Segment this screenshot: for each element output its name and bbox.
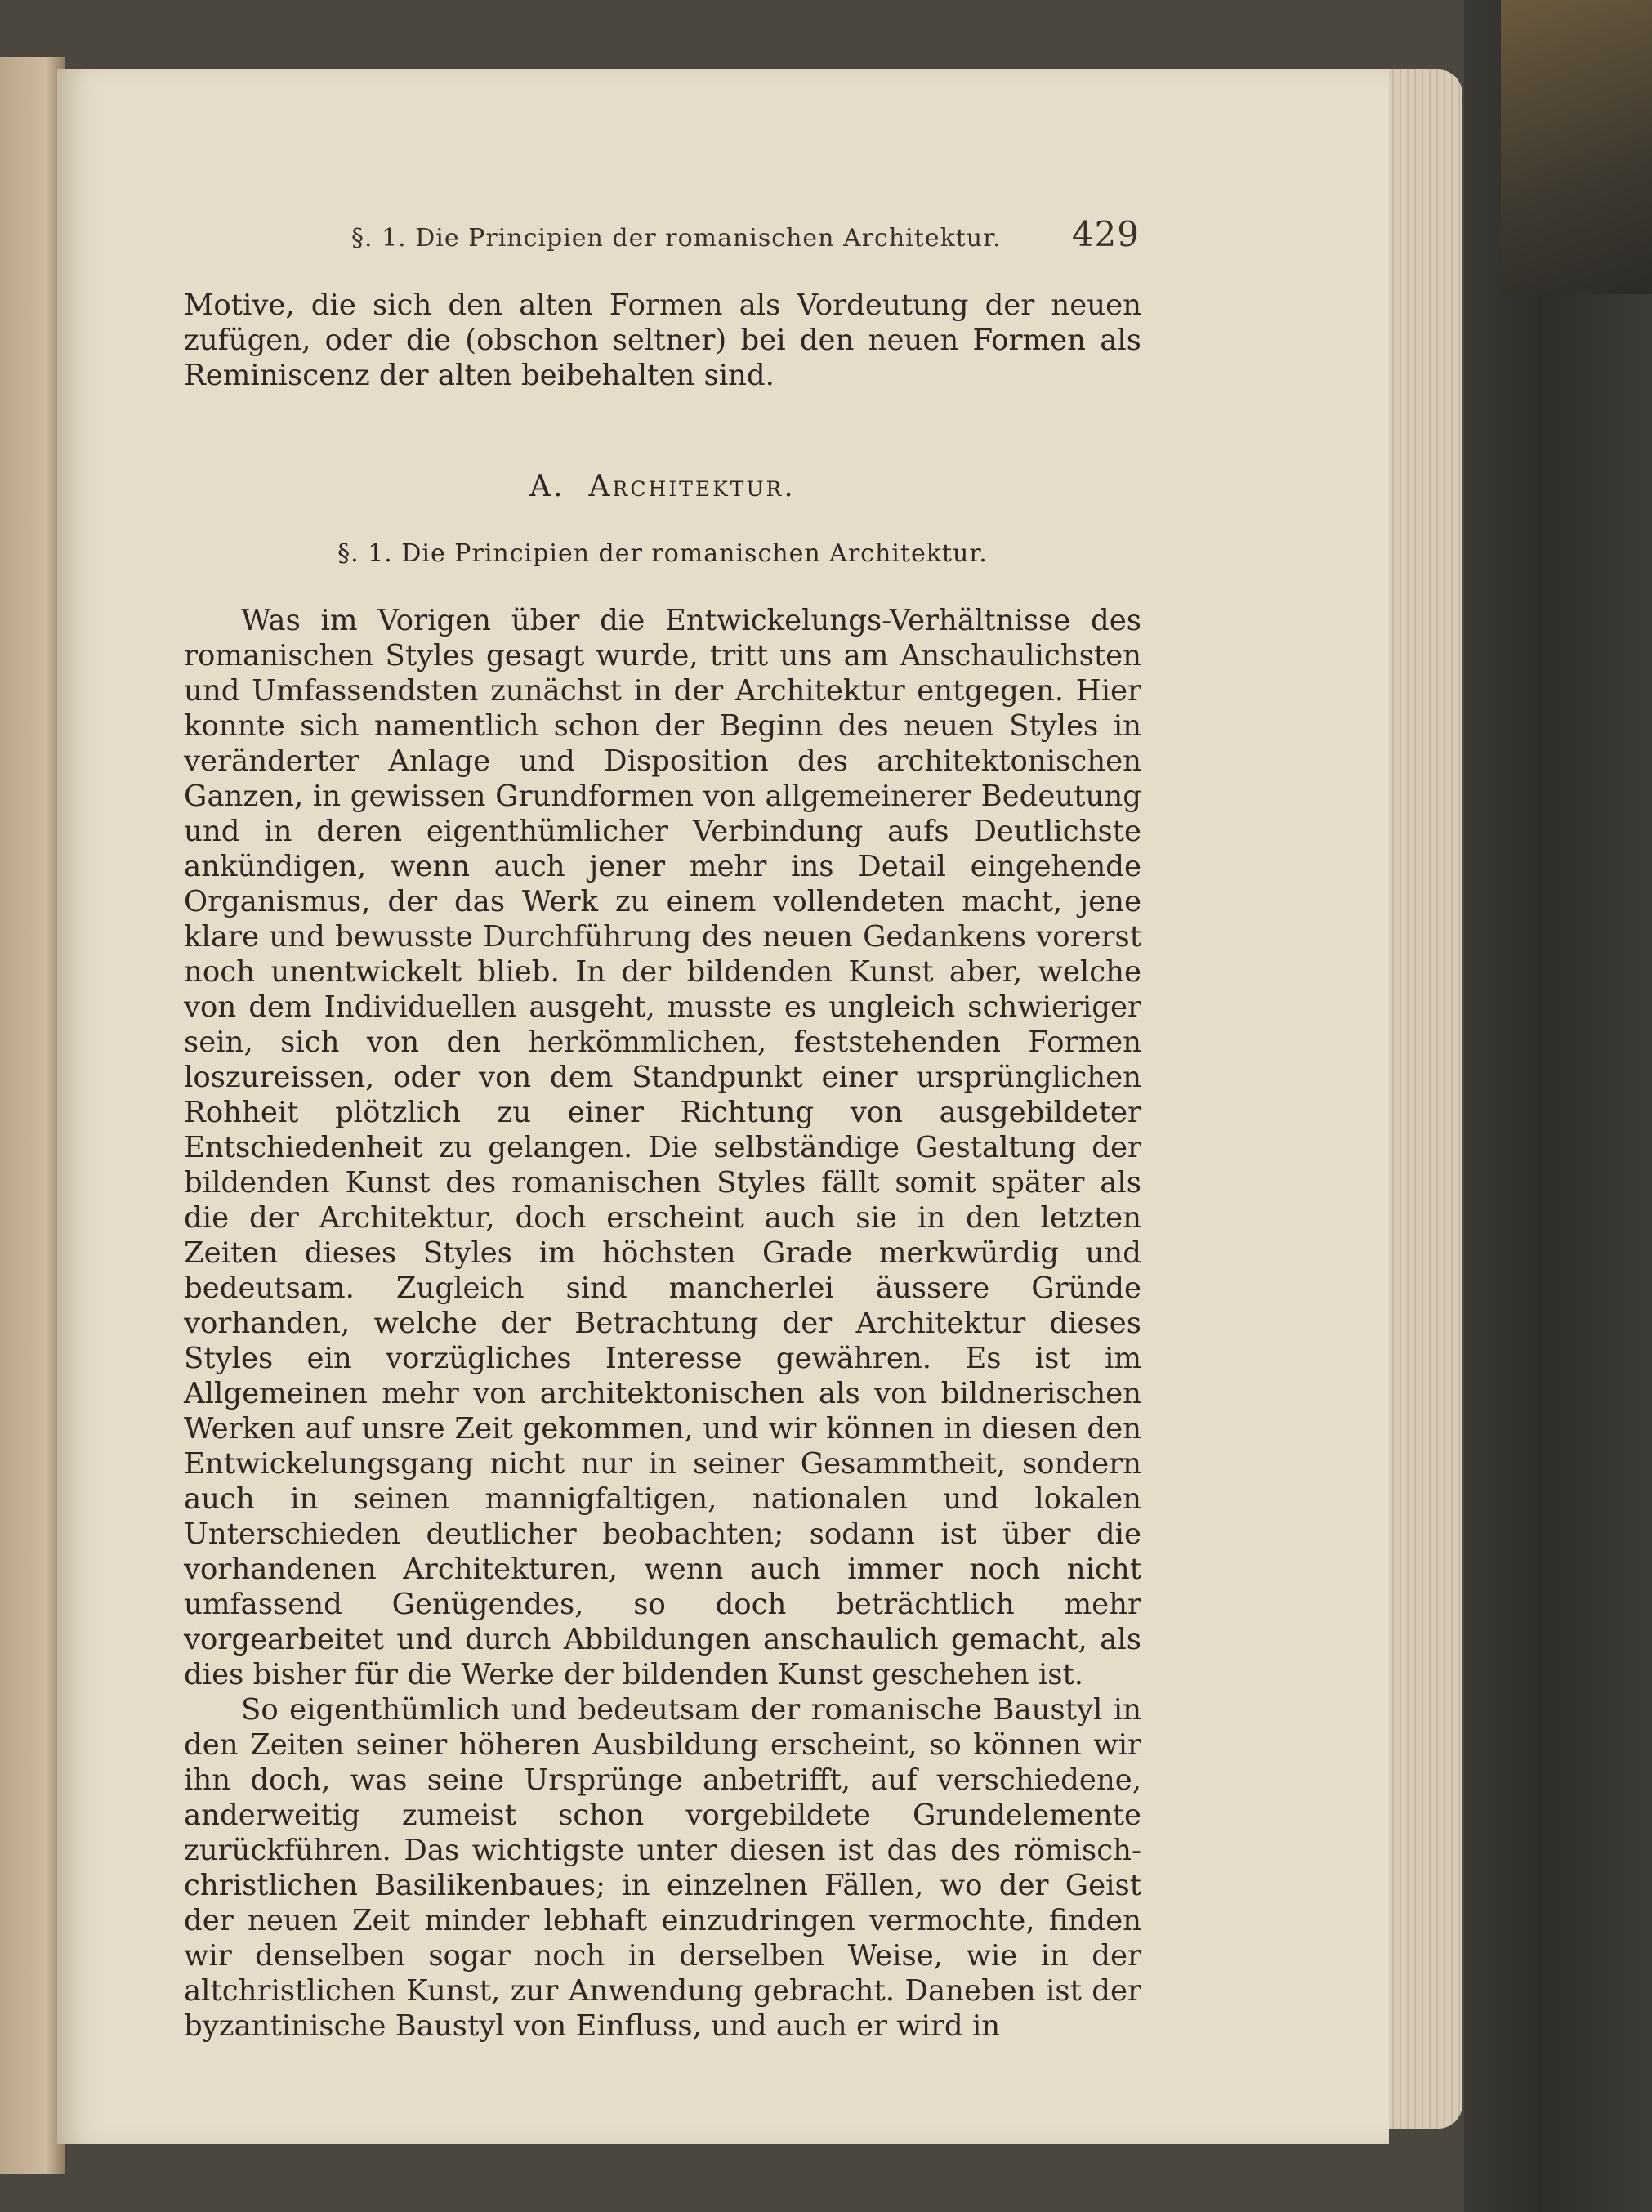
running-head bbox=[351, 214, 1140, 263]
running-head-title: §. 1. Die Principien der romanischen Architektur. bbox=[351, 224, 1002, 252]
body-text bbox=[184, 603, 1141, 2044]
section-title: Architektur. bbox=[588, 470, 796, 503]
book-spine-corner bbox=[1501, 0, 1652, 294]
book-cover bbox=[1464, 0, 1652, 2212]
paragraph-2: So eigenthümlich und bedeutsam der romanische Baustyl in den Zeiten seiner höheren Ausbildung erscheint, so können wir ihn doch, was seine Ursprünge anbetrifft, auf verschiedene, anderweitig zumeist schon vorgebildete Grundelemente zurückführen. Das wichtigste unter diesen ist das des römisch-christlichen Basilikenbaues; in einzelnen Fällen, wo der Geist der neuen Zeit minder lebhaft einzudringen vermochte, finden wir denselben sogar noch in derselben Weise, wie in der altchristlichen Kunst, zur Anwendung gebracht. Daneben ist der byzantinische Baustyl von Einfluss, und auch er wird in bbox=[184, 1693, 1141, 2043]
opening-paragraph bbox=[184, 288, 1141, 393]
paragraph-1: Was im Vorigen über die Entwickelungs-Verhältnisse des romanischen Styles gesagt wurde, tritt uns am Anschaulichsten und Umfassendsten zunächst in der Architektur entgegen. Hier konnte sich namentlich schon der Beginn des neuen Styles in veränderter Anlage und Disposition des architektonischen Ganzen, in gewissen Grundformen von allgemeinerer Bedeutung und in deren eigenthümlicher Verbindung aufs Deutlichste ankündigen, wenn auch jener mehr ins Detail eingehende Organismus, der das Werk zu einem vollendeten macht, jene klare und bewusste Durchführung des neuen Gedankens vorerst noch unentwickelt blieb. In der bildenden Kunst aber, welche von dem Individuellen ausgeht, musste es ungleich schwieriger sein, sich von den herkömmlichen, feststehenden Formen loszureissen, oder von dem Standpunkt einer ursprünglichen Rohheit plötzlich zu einer Richtung von ausgebildeter Entschiedenheit zu gelangen. Die selbständige Gestaltung der bildenden Kunst des romanischen Styles fällt somit später als die der Architektur, doch erscheint auch sie in den letzten Zeiten dieses Styles im höchsten Grade merkwürdig und bedeutsam. Zugleich sind mancherlei äussere Gründe vorhanden, welche der Betrachtung der Architektur dieses Styles ein vorzügliches Interesse gewähren. Es ist im Allgemeinen mehr von architektonischen als von bildnerischen Werken auf unsre Zeit gekommen, und wir können in diesen den Entwickelungsgang nicht nur in seiner Gesammtheit, sondern auch in seinen mannigfaltigen, nationalen und lokalen Unterschieden deutlicher beobachten; sodann ist über die vorhandenen Architekturen, wenn auch immer noch nicht umfassend Genügendes, so doch beträchtlich mehr vorgearbeitet und durch Abbildungen anschaulich gemacht, als dies bisher für die Werke der bildenden Kunst geschehen ist. bbox=[184, 604, 1141, 1691]
page-number: 429 bbox=[1071, 214, 1140, 254]
previous-page-edge bbox=[0, 57, 65, 2174]
section-label: A. bbox=[529, 470, 565, 503]
subsection-heading: §. 1. Die Principien der romanischen Architektur. bbox=[337, 539, 988, 568]
section-heading bbox=[184, 470, 1141, 503]
opening-text: Motive, die sich den alten Formen als Vordeutung der neuen zufügen, oder die (obschon seltner) bei den neuen Formen als Reminiscenz der alten beibehalten sind. bbox=[184, 288, 1141, 392]
